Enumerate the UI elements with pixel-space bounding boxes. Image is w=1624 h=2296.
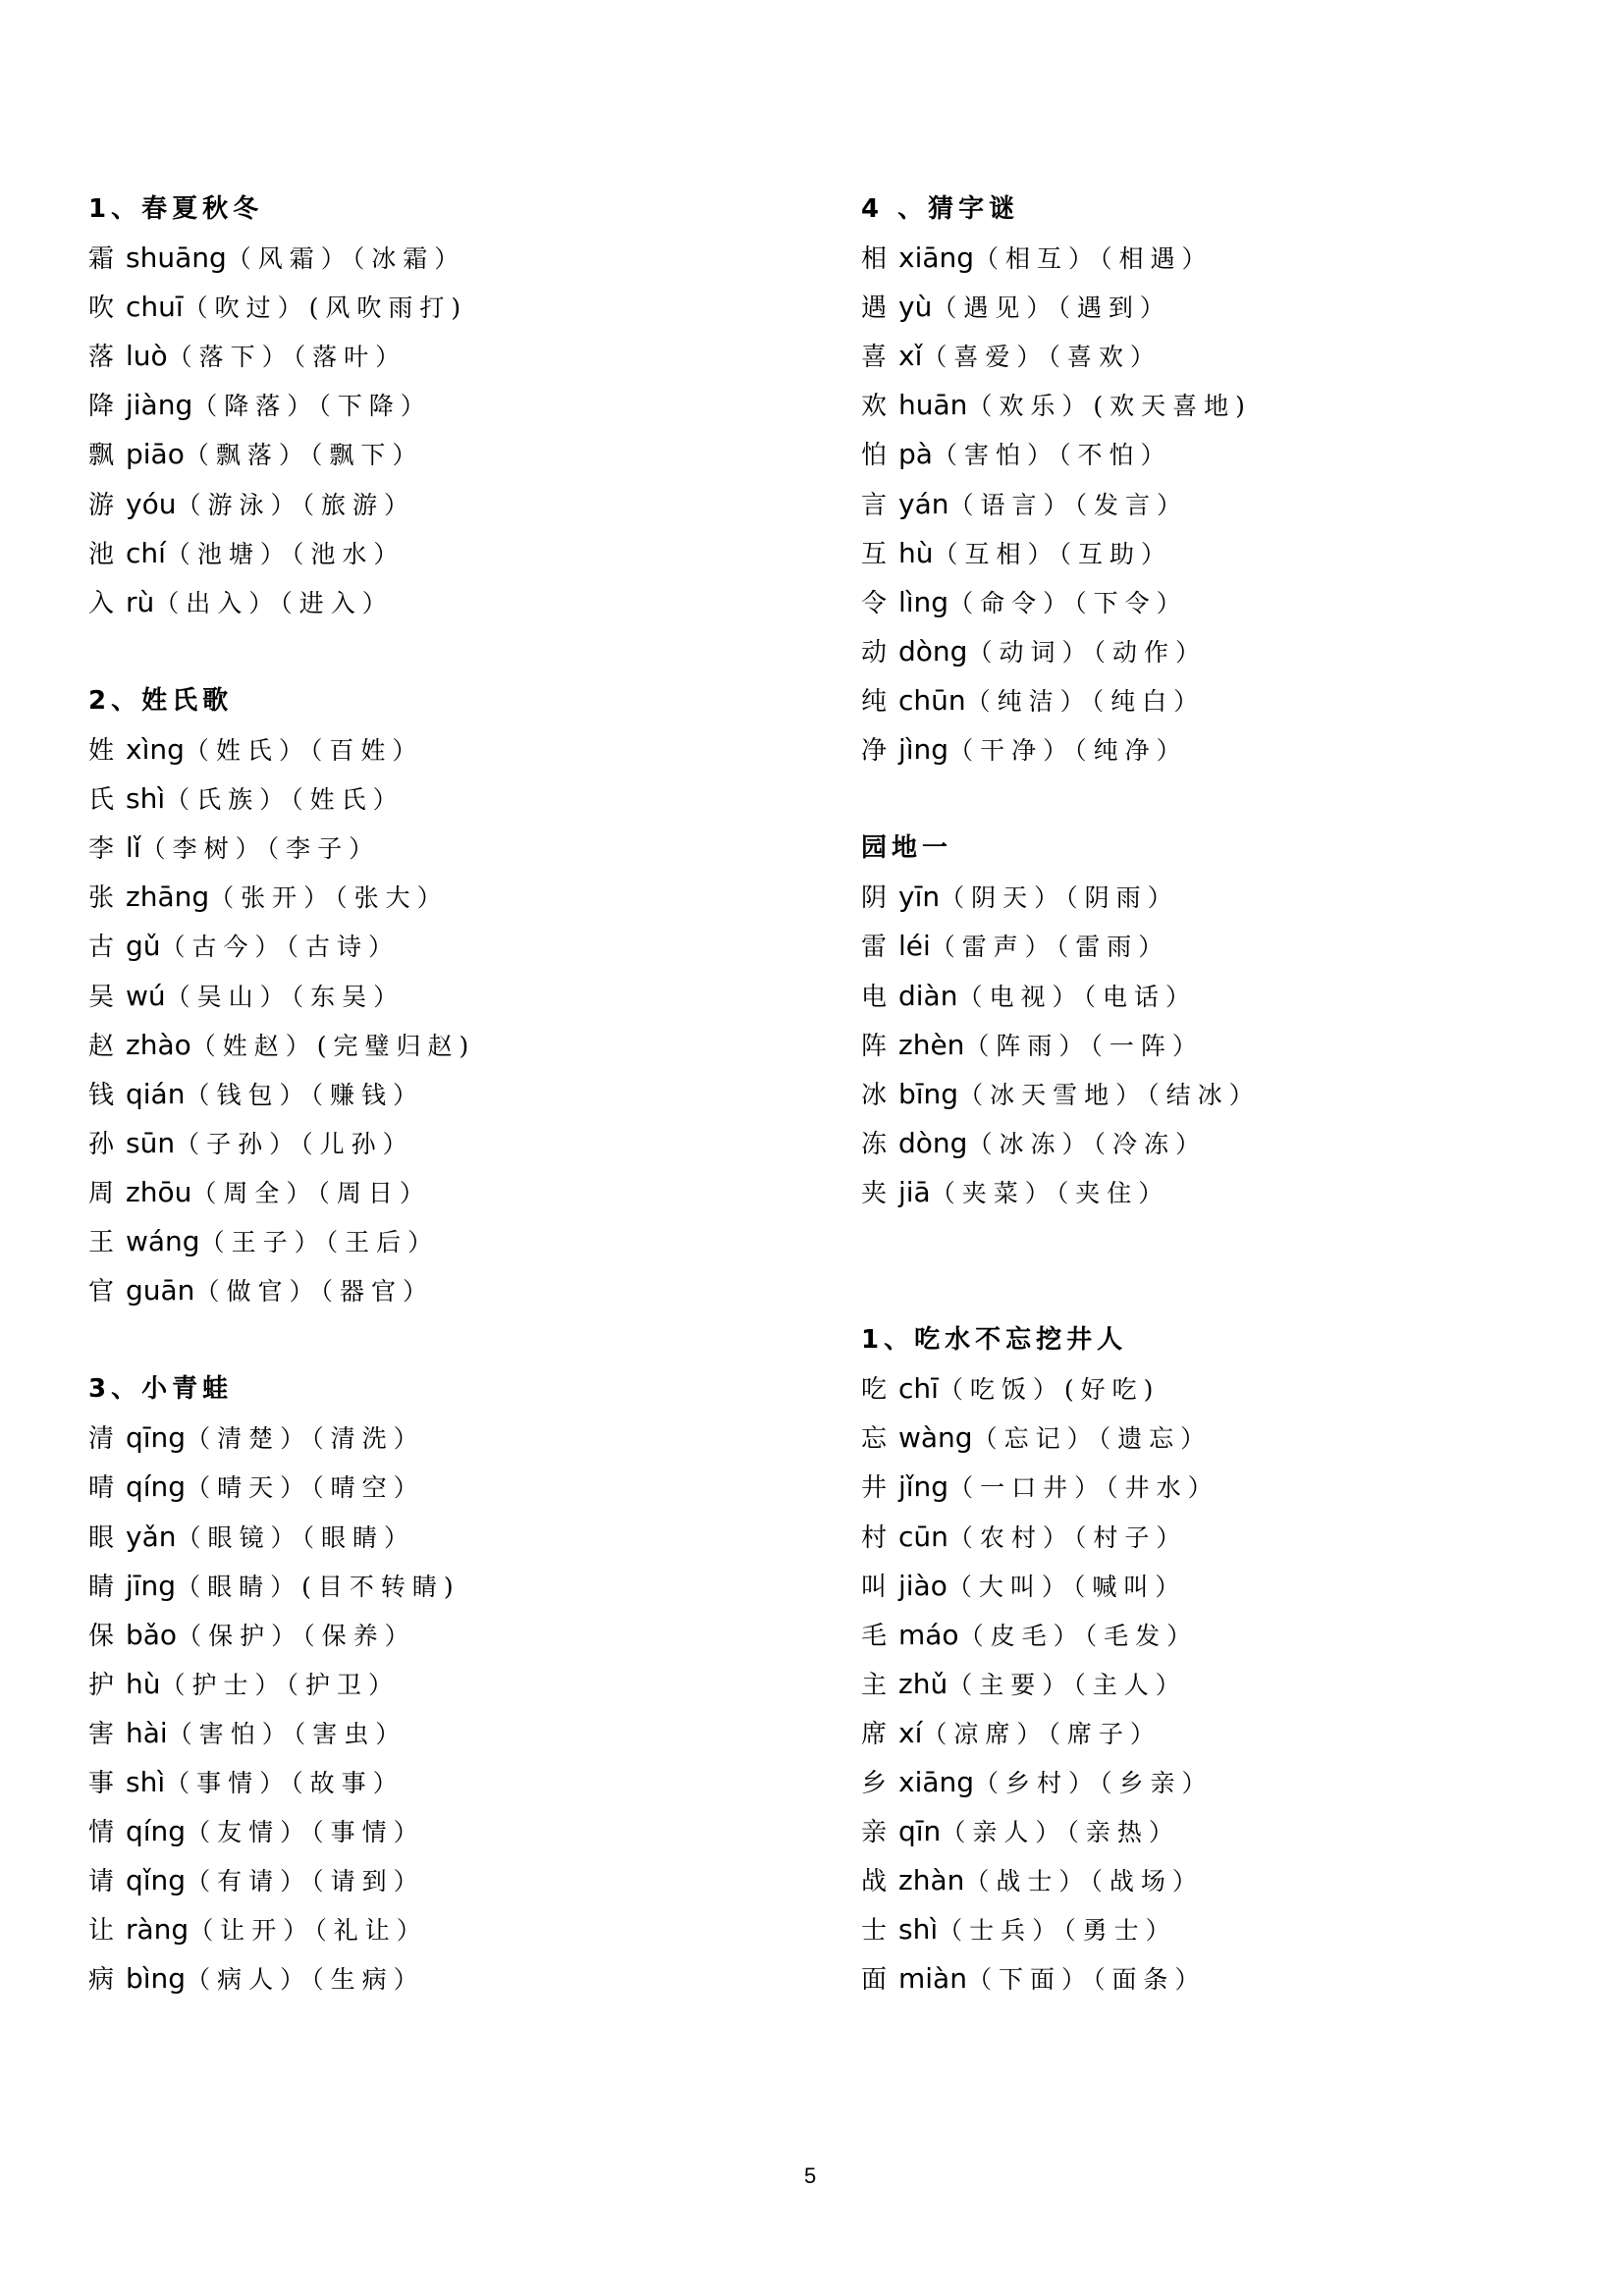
pinyin: yán [898,487,949,520]
vocab-row [88,1513,795,1562]
character: 护 [88,1670,115,1700]
character: 阵 [861,1031,888,1061]
example-words: （姓赵）(完璧归赵) [190,1031,476,1060]
character: 井 [861,1473,888,1504]
example-words: （夹菜）（夹住） [930,1178,1170,1207]
character: 落 [88,343,115,373]
pinyin: xǐ [898,340,923,373]
pinyin: diàn [898,979,958,1012]
vocab-row [861,480,1568,529]
pinyin: yīn [898,881,941,914]
character: 姓 [88,736,115,767]
character: 冰 [861,1080,888,1110]
pinyin: jìng [898,733,949,767]
character: 冻 [861,1129,888,1159]
example-words: （保护）（保养） [177,1621,416,1650]
example-words: （护士）（护卫） [160,1670,401,1699]
character: 钱 [88,1080,115,1110]
pinyin: dòng [898,634,968,667]
right-column [861,185,1568,2003]
vocab-row [861,1364,1568,1414]
vocab-row [88,578,795,627]
vocab-row [88,1758,795,1807]
pinyin: zhèn [898,1028,965,1061]
pinyin: shuāng [126,241,227,275]
example-words: （大叫）（喊叫） [947,1572,1187,1601]
vocab-row [861,1611,1568,1660]
example-words: （电视）（电话） [957,982,1197,1011]
example-words: （欢乐）(欢天喜地) [967,392,1252,421]
character: 相 [861,244,888,275]
spacer [861,1266,1568,1315]
vocab-row [88,972,795,1021]
pinyin: qíng [126,1470,187,1504]
pinyin: cūn [898,1520,948,1553]
vocab-row [861,1168,1568,1217]
character: 战 [861,1867,888,1897]
vocab-row [88,332,795,381]
vocab-row [88,529,795,578]
pinyin: jiā [898,1175,931,1208]
pinyin: máo [898,1618,959,1651]
vocab-row [861,1905,1568,1954]
vocab-row [88,1070,795,1119]
pinyin: lìng [898,585,949,618]
example-words: （眼睛）(目不转睛) [176,1572,460,1601]
character: 入 [88,588,115,618]
character: 怕 [861,441,888,471]
vocab-row [88,774,795,824]
vocab-row [861,1807,1568,1856]
example-words: （阴天）（阴雨） [940,883,1179,913]
character: 清 [88,1424,115,1455]
character: 雷 [861,933,888,963]
section-heading: 4 、猜字谜 [861,194,1020,224]
vocab-row [88,1905,795,1954]
vocab-row [861,1709,1568,1758]
example-words: （皮毛）（毛发） [958,1621,1199,1650]
example-words: （周全）（周日） [191,1178,431,1207]
example-words: （张开）（张大） [209,883,449,913]
vocab-row [88,1856,795,1905]
character: 吴 [88,982,115,1012]
character: 净 [861,736,888,767]
example-words: （动词）（动作） [967,637,1207,667]
example-words: （病人）（生病） [186,1965,425,1995]
vocab-row [861,676,1568,725]
example-words: （吹过）(风吹雨打) [183,294,468,323]
character: 面 [861,1965,888,1996]
pinyin: zhōu [126,1175,192,1208]
character: 令 [861,588,888,618]
vocab-row [88,1954,795,2003]
pinyin: xiāng [898,241,975,275]
character: 互 [861,539,888,569]
example-words: （相互）（相遇） [974,244,1214,274]
character: 请 [88,1867,115,1897]
pinyin: sūn [126,1126,176,1159]
example-words: （子孙）（儿孙） [175,1129,414,1158]
character: 吃 [861,1375,888,1406]
character: 席 [861,1719,888,1749]
example-words: （亲人）（亲热） [941,1818,1180,1847]
character: 忘 [861,1424,888,1455]
character: 霜 [88,244,115,275]
example-words: （李树）（李子） [140,834,381,864]
pinyin: chuī [126,291,184,324]
example-words: （语言）（发言） [948,490,1188,519]
vocab-row [88,381,795,430]
spacer [861,774,1568,824]
section-heading: 3、小青蛙 [88,1374,234,1405]
pinyin: wàng [898,1421,973,1455]
vocab-row [88,725,795,774]
example-words: （害怕）（不怕） [932,441,1172,470]
vocab-row [88,234,795,283]
vocab-row [861,381,1568,430]
example-words: （落下）（落叶） [167,343,407,372]
vocab-row [861,1414,1568,1463]
pinyin: yóu [126,487,177,520]
vocab-row [88,1021,795,1070]
character: 欢 [861,392,888,422]
section-heading: 1、吃水不忘挖井人 [861,1325,1128,1356]
vocab-row [88,1414,795,1463]
character: 池 [88,539,115,569]
vocab-row [861,1119,1568,1168]
character: 情 [88,1818,115,1848]
character: 病 [88,1965,115,1996]
vocab-row [88,1660,795,1709]
pinyin: yù [898,291,933,324]
pinyin: dòng [898,1126,968,1159]
section-heading: 2、姓氏歌 [88,685,234,716]
spacer [88,627,795,676]
example-words: （风霜）（冰霜） [226,244,466,274]
character: 喜 [861,343,888,373]
example-words: （凉席）（席子） [922,1719,1162,1748]
example-words: （王子）（王后） [199,1227,440,1256]
character: 电 [861,982,888,1012]
character: 事 [88,1769,115,1798]
character: 睛 [88,1572,115,1602]
character: 古 [88,933,115,963]
vocab-row [861,725,1568,774]
spacer [88,1315,795,1364]
character: 晴 [88,1473,115,1504]
vocab-row [88,1562,795,1611]
vocab-row [88,1119,795,1168]
example-words: （互相）（互助） [933,539,1173,568]
section-heading: 1、春夏秋冬 [88,194,264,224]
character: 纯 [861,686,888,717]
vocab-row [861,1021,1568,1070]
vocab-row [88,283,795,332]
pinyin: jīng [126,1569,177,1602]
pinyin: bīng [898,1077,959,1110]
pinyin: zhāng [126,881,210,914]
character: 李 [88,834,115,865]
pinyin: hù [898,536,934,569]
vocab-row [861,234,1568,283]
example-words: （冰冻）（冷冻） [967,1129,1207,1158]
example-words: （古今）（古诗） [160,933,401,962]
example-words: （事情）（故事） [165,1769,405,1797]
example-words: （命令）（下令） [948,588,1188,617]
example-words: （飘落）（飘下） [184,441,424,470]
pinyin: lǐ [126,831,141,865]
vocab-row [88,1807,795,1856]
vocab-row [861,1513,1568,1562]
pinyin: xìng [126,733,185,767]
example-words: （害怕）（害虫） [167,1719,407,1748]
pinyin: pà [898,438,933,471]
vocab-row [861,1463,1568,1512]
pinyin: shì [126,782,166,816]
pinyin: luò [126,340,168,373]
pinyin: huān [898,389,968,422]
vocab-row [88,1168,795,1217]
pinyin: bǎo [126,1618,178,1651]
example-words: （下面）（面条） [966,1965,1207,1995]
character: 周 [88,1178,115,1208]
vocab-row [88,480,795,529]
pinyin: miàn [898,1962,967,1996]
character: 村 [861,1522,888,1553]
vocab-row [861,1758,1568,1807]
example-words: （阵雨）（一阵） [964,1031,1204,1060]
pinyin: jǐng [898,1470,949,1504]
example-words: （忘记）（遗忘） [972,1424,1213,1454]
vocab-row [861,1856,1568,1905]
character: 叫 [861,1572,888,1602]
pinyin: zhào [126,1028,191,1061]
example-words: （眼镜）（眼睛） [176,1522,415,1552]
character: 遇 [861,294,888,324]
character: 亲 [861,1818,888,1848]
vocab-row [861,1070,1568,1119]
vocab-row [88,1463,795,1512]
example-words: （友情）（事情） [186,1818,425,1847]
example-words: （游泳）（旅游） [176,490,415,519]
vocab-row [861,529,1568,578]
vocab-row [861,1954,1568,2003]
vocab-row [861,1660,1568,1709]
vocab-row [861,873,1568,922]
example-words: （池塘）（池水） [165,539,406,568]
example-words: （让开）（礼让） [189,1916,428,1946]
pinyin: yǎn [126,1520,177,1553]
example-words: （干净）（纯净） [948,736,1188,766]
pinyin: xiāng [898,1766,975,1798]
character: 毛 [861,1621,888,1651]
character: 动 [861,637,888,667]
pinyin: shì [126,1766,166,1798]
pinyin: chí [126,536,166,569]
example-words: （遇见）（遇到） [932,294,1171,323]
vocab-row [88,922,795,971]
vocab-row [88,1709,795,1758]
example-words: （姓氏）（百姓） [184,736,424,766]
vocab-row [861,430,1568,479]
pinyin: hù [126,1667,161,1700]
vocab-row [88,430,795,479]
pinyin: rù [126,585,155,618]
vocab-row [88,1217,795,1266]
pinyin: qīng [126,1421,187,1455]
vocab-row [861,578,1568,627]
example-words: （雷声）（雷雨） [930,933,1170,962]
vocab-row [88,1611,795,1660]
vocab-row [861,627,1568,676]
example-words: （做官）（器官） [194,1277,434,1307]
pinyin: chī [898,1372,939,1406]
pinyin: jiào [898,1569,947,1602]
example-words: （士兵）（勇士） [938,1916,1177,1946]
character: 降 [88,392,115,422]
vocab-row [861,1562,1568,1611]
character: 赵 [88,1031,115,1061]
character: 保 [88,1621,115,1651]
character: 阴 [861,883,888,914]
example-words: （有请）（请到） [186,1867,425,1896]
pinyin: qīn [898,1815,942,1848]
example-words: （吴山）（东吴） [165,982,406,1011]
vocab-row [861,283,1568,332]
pinyin: jiàng [126,389,193,422]
pinyin: hài [126,1716,168,1749]
example-words: （吃饭）(好吃) [938,1375,1161,1405]
pinyin: guān [126,1274,195,1308]
character: 主 [861,1670,888,1700]
pinyin: gǔ [126,930,161,963]
character: 乡 [861,1769,888,1798]
example-words: （战士）（战场） [964,1867,1204,1896]
pinyin: zhǔ [898,1667,948,1700]
vocab-row [88,873,795,922]
character: 吹 [88,294,115,324]
example-words: （氏族）（姓氏） [165,785,405,815]
example-words: （冰天雪地）（结冰） [958,1080,1261,1109]
vocab-row [861,332,1568,381]
section-heading: 园地一 [861,833,953,864]
pinyin: shì [898,1913,939,1947]
pinyin: xí [898,1716,923,1749]
character: 氏 [88,785,115,816]
example-words: （钱包）（赚钱） [185,1080,424,1109]
character: 害 [88,1719,115,1749]
example-words: （主要）（主人） [947,1670,1187,1699]
example-words: （降落）（下降） [192,392,432,421]
character: 孙 [88,1129,115,1159]
character: 游 [88,490,115,520]
character: 眼 [88,1522,115,1553]
page-number: 5 [804,2163,817,2188]
vocab-row [861,972,1568,1021]
pinyin: wú [126,979,166,1012]
pinyin: qíng [126,1815,187,1848]
character: 让 [88,1916,115,1947]
vocab-row [88,824,795,873]
pinyin: ràng [126,1913,189,1947]
character: 官 [88,1277,115,1308]
spacer [861,1217,1568,1266]
pinyin: qián [126,1077,186,1110]
character: 夹 [861,1178,888,1208]
pinyin: zhàn [898,1864,965,1897]
example-words: （出入）（进入） [154,588,394,617]
example-words: （晴天）（晴空） [186,1473,425,1503]
left-column [88,185,795,2003]
pinyin: léi [898,930,931,963]
example-words: （清楚）（清洗） [186,1424,425,1454]
character: 张 [88,883,115,914]
example-words: （乡村）（乡亲） [974,1769,1214,1797]
example-words: （一口井）（井水） [948,1473,1219,1503]
example-words: （纯洁）（纯白） [965,686,1206,716]
pinyin: piāo [126,438,185,471]
pinyin: chūn [898,683,966,717]
example-words: （喜爱）（喜欢） [922,343,1162,372]
pinyin: qǐng [126,1864,187,1897]
character: 言 [861,490,888,520]
character: 飘 [88,441,115,471]
vocab-row [88,1266,795,1315]
character: 王 [88,1227,115,1257]
pinyin: bìng [126,1962,187,1996]
vocab-row [861,922,1568,971]
pinyin: wáng [126,1224,200,1257]
character: 士 [861,1916,888,1947]
example-words: （农村）（村子） [947,1522,1188,1552]
